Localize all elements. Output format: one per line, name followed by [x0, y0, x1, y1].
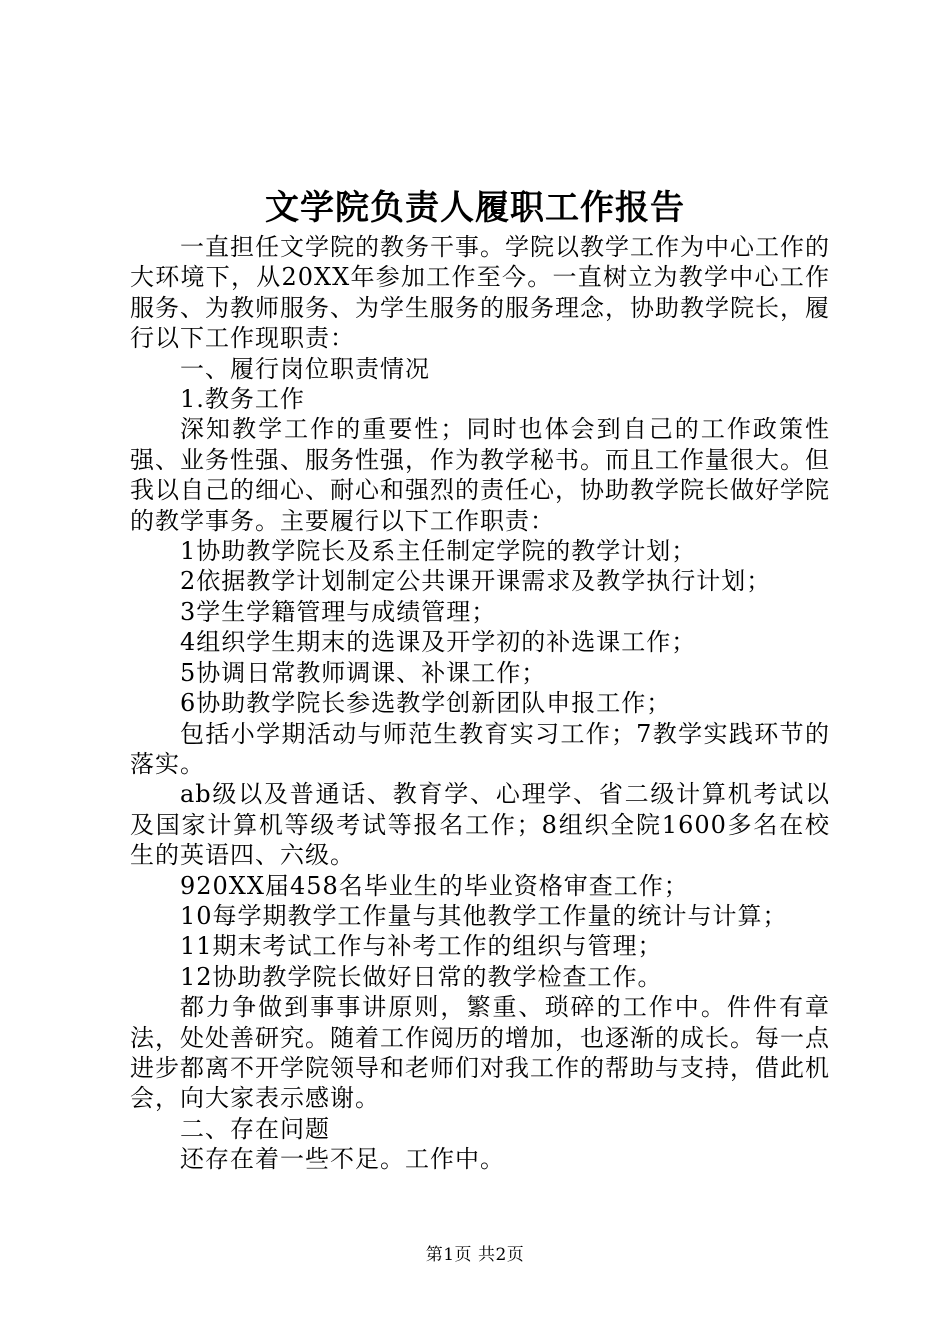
list-item: 2依据教学计划制定公共课开课需求及教学执行计划； [180, 567, 772, 596]
page-number-footer: 第1页 共2页 [425, 1245, 525, 1265]
paragraph: 一直担任文学院的教务干事。学院以教学工作为中心工作的大环境下，从20XX年参加工作至今。一直树立为教学中心工作服务、为教师服务、为学生服务的服务理念，协助教学院长，履行以下工作现职责： [130, 233, 830, 353]
list-item: 12协助教学院长做好日常的教学检查工作。 [180, 962, 663, 991]
document-title: 文学院负责人履职工作报告 [265, 188, 685, 228]
list-item: 920XX届458名毕业生的毕业资格审查工作； [180, 871, 689, 900]
document-body [130, 232, 830, 1175]
paragraph: 都力争做到事事讲原则，繁重、琐碎的工作中。件件有章法，处处善研究。随着工作阅历的增加，也逐渐的成长。每一点进步都离不开学院领导和老师们对我工作的帮助与支持，借此机会，向大家表示感谢。 [130, 993, 830, 1113]
paragraph: 深知教学工作的重要性；同时也体会到自己的工作政策性强、业务性强、服务性强，作为教学秘书。而且工作量很大。但我以自己的细心、耐心和强烈的责任心，协助教学院长做好学院的教学事务。主要履行以下工作职责： [130, 415, 830, 535]
paragraph: 包括小学期活动与师范生教育实习工作；7教学实践环节的落实。 [130, 719, 830, 778]
list-item: 10每学期教学工作量与其他教学工作量的统计与计算； [180, 901, 788, 930]
list-item: 3学生学籍管理与成绩管理； [180, 597, 497, 626]
list-item: 11期末考试工作与补考工作的组织与管理； [180, 932, 663, 961]
list-item: 6协助教学院长参选教学创新团队申报工作； [180, 689, 672, 718]
paragraph: 还存在着一些不足。工作中。 [180, 1145, 505, 1174]
subsection-heading: 1.教务工作 [180, 385, 305, 414]
paragraph: ab级以及普通话、教育学、心理学、省二级计算机考试以及国家计算机等级考试等报名工作；8组织全院1600多名在校生的英语四、六级。 [130, 780, 830, 870]
list-item: 1协助教学院长及系主任制定学院的教学计划； [180, 537, 697, 566]
section-heading: 一、履行岗位职责情况 [180, 354, 430, 383]
section-heading: 二、存在问题 [180, 1114, 330, 1143]
list-item: 4组织学生期末的选课及开学初的补选课工作； [180, 628, 697, 657]
list-item: 5协调日常教师调课、补课工作； [180, 658, 547, 687]
